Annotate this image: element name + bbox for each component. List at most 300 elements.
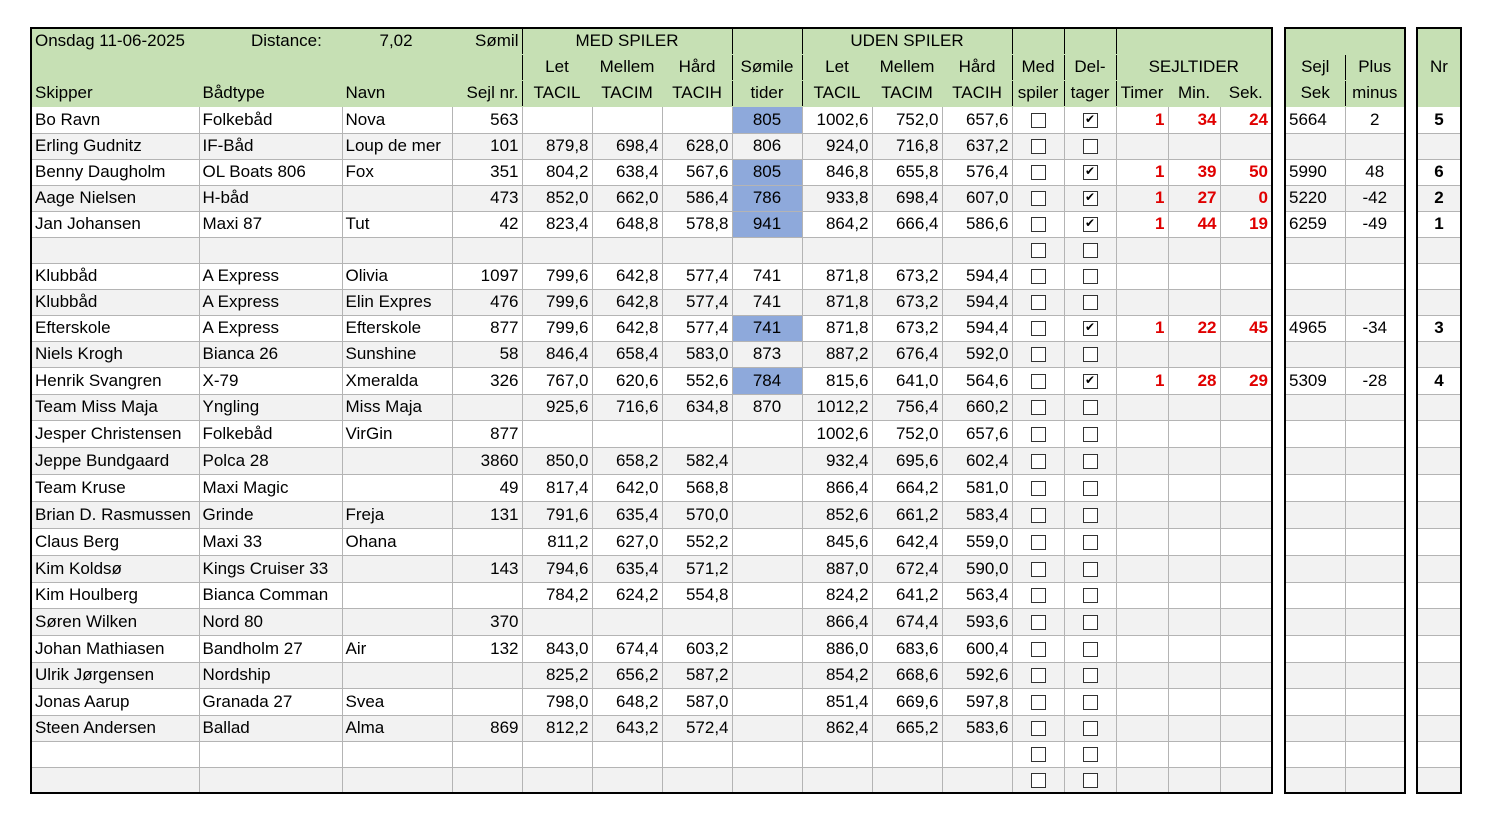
plus-minus-cell: 48 xyxy=(1345,159,1405,185)
deltager-checkbox[interactable] xyxy=(1083,721,1098,736)
deltager-checkbox[interactable]: ✔ xyxy=(1083,321,1098,336)
boat-type-cell: Kings Cruiser 33 xyxy=(199,555,342,582)
uden-hard-cell: 657,6 xyxy=(942,106,1012,133)
skipper-cell: Team Kruse xyxy=(31,474,199,501)
seconds-cell xyxy=(1220,555,1272,582)
med-hard-cell: 583,0 xyxy=(662,341,732,367)
table-row xyxy=(31,394,1272,420)
med-checkbox-cell xyxy=(1012,608,1064,635)
table-row xyxy=(31,211,1272,237)
uden-hard-cell xyxy=(942,237,1012,263)
med-mellem-cell: 662,0 xyxy=(592,185,662,211)
med-let-cell: 798,0 xyxy=(522,688,592,715)
boat-type-cell: Maxi 33 xyxy=(199,528,342,555)
med-let-cell: 791,6 xyxy=(522,501,592,528)
sejl-row xyxy=(1285,715,1405,741)
uden-mellem-cell: 664,2 xyxy=(872,474,942,501)
nr-row xyxy=(1417,447,1461,474)
med-checkbox-cell xyxy=(1012,289,1064,315)
uden-let-cell: 1002,6 xyxy=(802,106,872,133)
timer-header: Timer xyxy=(1116,80,1168,106)
skipper-cell: Aage Nielsen xyxy=(31,185,199,211)
deltager-checkbox[interactable] xyxy=(1083,243,1098,258)
med-mellem-cell: 620,6 xyxy=(592,367,662,394)
uden-spiler-header: UDEN SPILER xyxy=(802,28,1012,54)
med-spiler-checkbox[interactable] xyxy=(1031,615,1046,630)
nr-row xyxy=(1417,106,1461,133)
deltager-checkbox[interactable] xyxy=(1083,773,1098,788)
deltager-checkbox[interactable] xyxy=(1083,454,1098,469)
med-checkbox-cell xyxy=(1012,263,1064,289)
somile-cell: 870 xyxy=(732,394,802,420)
med-let-cell: 794,6 xyxy=(522,555,592,582)
uden-hard-cell xyxy=(942,741,1012,767)
med-spiler-checkbox[interactable] xyxy=(1031,427,1046,442)
placement-cell xyxy=(1417,420,1461,447)
med-let-cell xyxy=(522,420,592,447)
med-spiler-checkbox[interactable] xyxy=(1031,747,1046,762)
somile-cell xyxy=(732,662,802,688)
med-hard-cell: 578,8 xyxy=(662,211,732,237)
timer-cell: 1 xyxy=(1116,106,1168,133)
med-mellem-cell: 638,4 xyxy=(592,159,662,185)
somile-cell xyxy=(732,767,802,793)
med-spiler-checkbox[interactable] xyxy=(1031,695,1046,710)
table-row xyxy=(31,741,1272,767)
plus-minus-cell xyxy=(1345,341,1405,367)
badtype-header: Bådtype xyxy=(199,80,342,106)
med-spiler-checkbox[interactable] xyxy=(1031,321,1046,336)
somile-cell xyxy=(732,635,802,662)
plus-minus-cell xyxy=(1345,394,1405,420)
nr-row xyxy=(1417,289,1461,315)
plus-minus-cell xyxy=(1345,289,1405,315)
seconds-cell xyxy=(1220,341,1272,367)
del-checkbox-cell xyxy=(1064,420,1116,447)
med-checkbox-cell xyxy=(1012,341,1064,367)
med-checkbox-cell xyxy=(1012,715,1064,741)
sejltider-header: SEJLTIDER xyxy=(1116,54,1272,80)
uden-hard-cell: 583,6 xyxy=(942,715,1012,741)
deltager-checkbox[interactable]: ✔ xyxy=(1083,165,1098,180)
skipper-cell: Kim Koldsø xyxy=(31,555,199,582)
table-row xyxy=(31,341,1272,367)
deltager-checkbox[interactable] xyxy=(1083,269,1098,284)
del-checkbox-cell xyxy=(1064,237,1116,263)
deltager-checkbox[interactable]: ✔ xyxy=(1083,113,1098,128)
med-spiler-checkbox[interactable] xyxy=(1031,773,1046,788)
skipper-cell: Team Miss Maja xyxy=(31,394,199,420)
uden-hard-cell: 594,4 xyxy=(942,315,1012,341)
timer-cell xyxy=(1116,289,1168,315)
med-hard-cell: 587,2 xyxy=(662,662,732,688)
boat-name-cell: Svea xyxy=(342,688,452,715)
del-checkbox-cell xyxy=(1064,582,1116,608)
med-spiler-checkbox[interactable] xyxy=(1031,165,1046,180)
deltager-checkbox[interactable]: ✔ xyxy=(1083,374,1098,389)
uden-hard-cell: 600,4 xyxy=(942,635,1012,662)
med-mellem-cell xyxy=(592,237,662,263)
uden-hard-cell: 563,4 xyxy=(942,582,1012,608)
plus-minus-cell xyxy=(1345,635,1405,662)
sejl-sek-cell xyxy=(1285,767,1345,793)
med-let-cell xyxy=(522,237,592,263)
uden-let-cell: 886,0 xyxy=(802,635,872,662)
med-checkbox-cell xyxy=(1012,447,1064,474)
results-table xyxy=(30,27,1273,794)
somile-cell xyxy=(732,741,802,767)
tider-header: tider xyxy=(732,80,802,106)
uden-mellem-cell: 756,4 xyxy=(872,394,942,420)
timer-cell xyxy=(1116,474,1168,501)
boat-name-cell xyxy=(342,447,452,474)
distance-unit: Sømil xyxy=(475,31,519,51)
med-spiler-checkbox[interactable] xyxy=(1031,347,1046,362)
uden-let-cell: 846,8 xyxy=(802,159,872,185)
uden-hard-cell: 594,4 xyxy=(942,263,1012,289)
sejl-sek-cell xyxy=(1285,528,1345,555)
minutes-cell: 27 xyxy=(1168,185,1220,211)
sail-number-cell: 58 xyxy=(452,341,522,367)
table-row xyxy=(31,662,1272,688)
deltager-checkbox[interactable]: ✔ xyxy=(1083,217,1098,232)
table-row xyxy=(31,133,1272,159)
nr-header: Nr xyxy=(1417,54,1461,80)
seconds-cell xyxy=(1220,263,1272,289)
med-let-cell: 843,0 xyxy=(522,635,592,662)
sejl-sek-cell: 4965 xyxy=(1285,315,1345,341)
uden-mellem-cell xyxy=(872,767,942,793)
med-spiler-checkbox[interactable] xyxy=(1031,508,1046,523)
sejl-row xyxy=(1285,315,1405,341)
med-hard-cell: 577,4 xyxy=(662,315,732,341)
table-row xyxy=(31,528,1272,555)
med-mellem-header: Mellem xyxy=(592,54,662,80)
med-spiler-checkbox[interactable] xyxy=(1031,113,1046,128)
med-let-cell: 846,4 xyxy=(522,341,592,367)
med-hard-cell: 554,8 xyxy=(662,582,732,608)
deltager-checkbox[interactable] xyxy=(1083,747,1098,762)
uden-mellem-cell: 698,4 xyxy=(872,185,942,211)
plus-minus-cell xyxy=(1345,133,1405,159)
uden-mellem-cell xyxy=(872,741,942,767)
med-mellem-cell: 648,2 xyxy=(592,688,662,715)
uden-mellem-cell: 716,8 xyxy=(872,133,942,159)
med-spiler-checkbox[interactable] xyxy=(1031,642,1046,657)
uden-mellem-cell: 661,2 xyxy=(872,501,942,528)
uden-mellem-cell: 673,2 xyxy=(872,289,942,315)
sail-number-cell: 42 xyxy=(452,211,522,237)
uden-hard-cell: 592,6 xyxy=(942,662,1012,688)
minutes-cell xyxy=(1168,715,1220,741)
uden-tacil-header: TACIL xyxy=(802,80,872,106)
timer-cell xyxy=(1116,341,1168,367)
deltager-checkbox[interactable] xyxy=(1083,427,1098,442)
sail-number-cell: 131 xyxy=(452,501,522,528)
boat-type-cell: OL Boats 806 xyxy=(199,159,342,185)
deltager-checkbox[interactable] xyxy=(1083,562,1098,577)
seconds-cell xyxy=(1220,420,1272,447)
uden-let-cell: 864,2 xyxy=(802,211,872,237)
med-hard-cell: 587,0 xyxy=(662,688,732,715)
somile-cell xyxy=(732,447,802,474)
somile-cell: 941 xyxy=(732,211,802,237)
deltager-checkbox[interactable]: ✔ xyxy=(1083,191,1098,206)
sail-number-cell: 101 xyxy=(452,133,522,159)
skipper-cell xyxy=(31,237,199,263)
deltager-checkbox[interactable] xyxy=(1083,295,1098,310)
placement-cell xyxy=(1417,289,1461,315)
deltager-checkbox[interactable] xyxy=(1083,508,1098,523)
sail-number-cell xyxy=(452,767,522,793)
minutes-cell xyxy=(1168,555,1220,582)
uden-let-cell: 933,8 xyxy=(802,185,872,211)
sejl-sek-cell xyxy=(1285,447,1345,474)
minutes-cell xyxy=(1168,635,1220,662)
sail-number-cell xyxy=(452,662,522,688)
nr-row xyxy=(1417,394,1461,420)
minutes-cell xyxy=(1168,133,1220,159)
plus-minus-cell xyxy=(1345,501,1405,528)
plus-minus-cell xyxy=(1345,447,1405,474)
placement-cell xyxy=(1417,394,1461,420)
min-header: Min. xyxy=(1168,80,1220,106)
sail-number-cell: 869 xyxy=(452,715,522,741)
uden-let-cell: 924,0 xyxy=(802,133,872,159)
sail-number-cell xyxy=(452,528,522,555)
timer-cell xyxy=(1116,582,1168,608)
somile-header: Sømile xyxy=(732,54,802,80)
nr-row xyxy=(1417,662,1461,688)
sejl-row xyxy=(1285,555,1405,582)
timer-cell xyxy=(1116,394,1168,420)
minutes-cell xyxy=(1168,662,1220,688)
sail-number-cell xyxy=(452,688,522,715)
seconds-cell xyxy=(1220,662,1272,688)
somile-cell: 806 xyxy=(732,133,802,159)
boat-name-cell: Nova xyxy=(342,106,452,133)
placement-cell xyxy=(1417,741,1461,767)
timer-cell xyxy=(1116,420,1168,447)
nr-row xyxy=(1417,367,1461,394)
somile-cell: 786 xyxy=(732,185,802,211)
uden-mellem-cell: 641,0 xyxy=(872,367,942,394)
placement-cell xyxy=(1417,341,1461,367)
del-checkbox-cell xyxy=(1064,767,1116,793)
med-spiler-checkbox[interactable] xyxy=(1031,562,1046,577)
uden-mellem-cell: 683,6 xyxy=(872,635,942,662)
plus-minus-cell xyxy=(1345,608,1405,635)
minutes-cell: 28 xyxy=(1168,367,1220,394)
minutes-cell xyxy=(1168,447,1220,474)
med-checkbox-cell xyxy=(1012,159,1064,185)
plus-minus-cell xyxy=(1345,528,1405,555)
boat-name-cell: Elin Expres xyxy=(342,289,452,315)
nr-row xyxy=(1417,608,1461,635)
med-spiler-checkbox[interactable] xyxy=(1031,374,1046,389)
distance-value: 7,02 xyxy=(379,31,413,51)
sail-number-cell: 132 xyxy=(452,635,522,662)
del-checkbox-cell xyxy=(1064,715,1116,741)
boat-type-cell: Grinde xyxy=(199,501,342,528)
deltager-checkbox[interactable] xyxy=(1083,400,1098,415)
med-hard-cell: 577,4 xyxy=(662,263,732,289)
med-spiler-checkbox[interactable] xyxy=(1031,269,1046,284)
plus-minus-cell xyxy=(1345,474,1405,501)
boat-type-cell: A Express xyxy=(199,263,342,289)
boat-name-cell: Freja xyxy=(342,501,452,528)
table-row xyxy=(31,263,1272,289)
boat-name-cell: Miss Maja xyxy=(342,394,452,420)
placement-cell xyxy=(1417,688,1461,715)
boat-type-cell: Nordship xyxy=(199,662,342,688)
deltager-checkbox[interactable] xyxy=(1083,139,1098,154)
med-checkbox-cell xyxy=(1012,582,1064,608)
deltager-checkbox[interactable] xyxy=(1083,668,1098,683)
sail-number-cell xyxy=(452,237,522,263)
med-spiler-checkbox[interactable] xyxy=(1031,139,1046,154)
timer-cell xyxy=(1116,528,1168,555)
boat-type-cell: Ballad xyxy=(199,715,342,741)
placement-cell xyxy=(1417,608,1461,635)
placement-cell xyxy=(1417,447,1461,474)
boat-name-cell: Xmeralda xyxy=(342,367,452,394)
del-checkbox-cell xyxy=(1064,741,1116,767)
deltager-checkbox[interactable] xyxy=(1083,642,1098,657)
deltager-checkbox[interactable] xyxy=(1083,347,1098,362)
sejl-sek-cell xyxy=(1285,741,1345,767)
sejl-row xyxy=(1285,237,1405,263)
med-mellem-cell: 635,4 xyxy=(592,555,662,582)
seconds-cell xyxy=(1220,767,1272,793)
sejl-sek-cell xyxy=(1285,394,1345,420)
sejl-sek-cell xyxy=(1285,715,1345,741)
med-spiler-checkbox[interactable] xyxy=(1031,217,1046,232)
del-checkbox-cell xyxy=(1064,501,1116,528)
deltager-checkbox[interactable] xyxy=(1083,615,1098,630)
med-spiler-checkbox[interactable] xyxy=(1031,191,1046,206)
sejl-sek-header: Sek xyxy=(1285,80,1345,106)
boat-type-cell: Bianca 26 xyxy=(199,341,342,367)
boat-type-cell: Folkebåd xyxy=(199,106,342,133)
med-spiler-checkbox[interactable] xyxy=(1031,535,1046,550)
med-spiler-checkbox[interactable] xyxy=(1031,668,1046,683)
sail-number-cell: 877 xyxy=(452,315,522,341)
med-hard-cell: 577,4 xyxy=(662,289,732,315)
nr-row xyxy=(1417,715,1461,741)
med-mellem-cell: 642,8 xyxy=(592,289,662,315)
table-row xyxy=(31,555,1272,582)
med-hard-cell xyxy=(662,106,732,133)
boat-name-cell: Fox xyxy=(342,159,452,185)
med-hard-cell xyxy=(662,767,732,793)
nr-row xyxy=(1417,315,1461,341)
skipper-cell: Erling Gudnitz xyxy=(31,133,199,159)
uden-hard-cell: 592,0 xyxy=(942,341,1012,367)
nr-row xyxy=(1417,741,1461,767)
sejl-sek-cell: 5664 xyxy=(1285,106,1345,133)
uden-tacih-header: TACIH xyxy=(942,80,1012,106)
del-checkbox-cell xyxy=(1064,133,1116,159)
skipper-cell: Jesper Christensen xyxy=(31,420,199,447)
boat-name-cell xyxy=(342,767,452,793)
seconds-cell xyxy=(1220,474,1272,501)
plus-minus-cell xyxy=(1345,688,1405,715)
med-hard-cell: 572,4 xyxy=(662,715,732,741)
deltager-checkbox[interactable] xyxy=(1083,588,1098,603)
table-row xyxy=(31,608,1272,635)
sejl-sek-cell xyxy=(1285,289,1345,315)
plus-minus-cell xyxy=(1345,263,1405,289)
sejl-table xyxy=(1284,27,1406,794)
deltager-checkbox[interactable] xyxy=(1083,535,1098,550)
somile-cell: 873 xyxy=(732,341,802,367)
med-hard-cell: 552,2 xyxy=(662,528,732,555)
placement-cell xyxy=(1417,133,1461,159)
skipper-cell: Steen Andersen xyxy=(31,715,199,741)
med-spiler-checkbox[interactable] xyxy=(1031,243,1046,258)
med-mellem-cell: 716,6 xyxy=(592,394,662,420)
placement-cell: 6 xyxy=(1417,159,1461,185)
placement-cell xyxy=(1417,528,1461,555)
sejl-row xyxy=(1285,106,1405,133)
somile-cell xyxy=(732,501,802,528)
med-spiler-checkbox[interactable] xyxy=(1031,721,1046,736)
seconds-cell xyxy=(1220,688,1272,715)
uden-let-cell: 1002,6 xyxy=(802,420,872,447)
med-mellem-cell: 624,2 xyxy=(592,582,662,608)
boat-name-cell xyxy=(342,741,452,767)
del-checkbox-cell xyxy=(1064,211,1116,237)
nr-row xyxy=(1417,528,1461,555)
med-spiler-checkbox[interactable] xyxy=(1031,295,1046,310)
med-spiler-checkbox[interactable] xyxy=(1031,454,1046,469)
table-row xyxy=(31,447,1272,474)
somile-cell: 805 xyxy=(732,159,802,185)
med-mellem-cell: 648,8 xyxy=(592,211,662,237)
boat-name-cell: Alma xyxy=(342,715,452,741)
somile-cell: 784 xyxy=(732,367,802,394)
deltager-checkbox[interactable] xyxy=(1083,695,1098,710)
seconds-cell: 45 xyxy=(1220,315,1272,341)
sejl-sek-cell xyxy=(1285,555,1345,582)
uden-mellem-cell: 676,4 xyxy=(872,341,942,367)
med-tacil-header: TACIL xyxy=(522,80,592,106)
boat-name-cell xyxy=(342,555,452,582)
sejl-row xyxy=(1285,420,1405,447)
sejl-sek-cell: 5309 xyxy=(1285,367,1345,394)
med-mellem-cell xyxy=(592,106,662,133)
skipper-cell: Johan Mathiasen xyxy=(31,635,199,662)
sejlnr-header: Sejl nr. xyxy=(452,80,522,106)
seconds-cell xyxy=(1220,741,1272,767)
sejl-sek-cell xyxy=(1285,341,1345,367)
skipper-cell xyxy=(31,767,199,793)
placement-cell: 2 xyxy=(1417,185,1461,211)
med-mellem-cell: 642,0 xyxy=(592,474,662,501)
med-spiler-checkbox[interactable] xyxy=(1031,400,1046,415)
med-mellem-cell: 674,4 xyxy=(592,635,662,662)
med-spiler-checkbox[interactable] xyxy=(1031,588,1046,603)
seconds-cell xyxy=(1220,447,1272,474)
uden-hard-cell: 576,4 xyxy=(942,159,1012,185)
seconds-cell xyxy=(1220,394,1272,420)
uden-mellem-cell: 695,6 xyxy=(872,447,942,474)
deltager-checkbox[interactable] xyxy=(1083,481,1098,496)
sejl-row xyxy=(1285,185,1405,211)
sejl-row xyxy=(1285,341,1405,367)
med-spiler-checkbox[interactable] xyxy=(1031,481,1046,496)
